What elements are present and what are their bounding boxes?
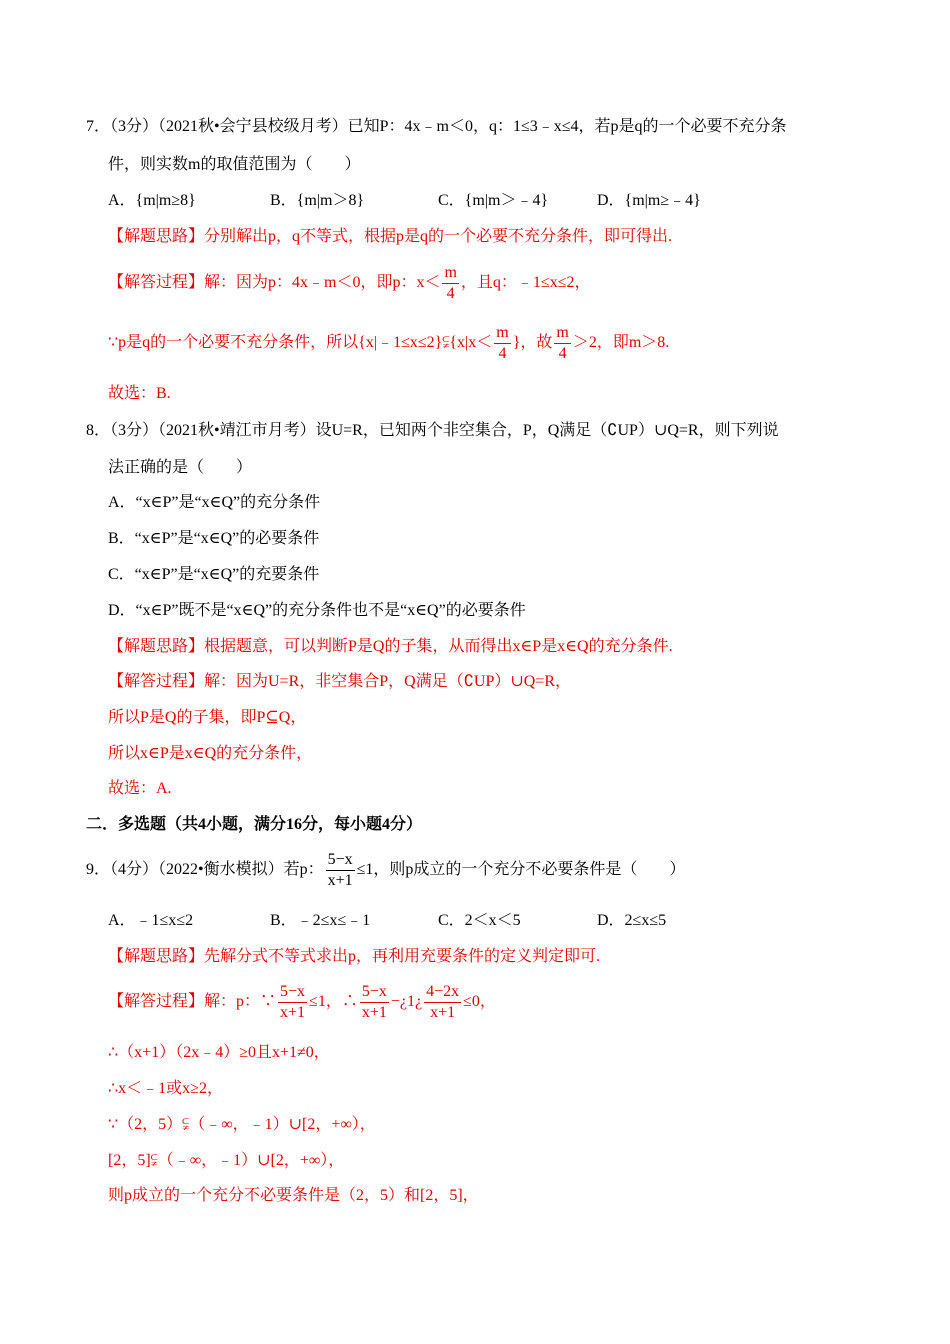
q7-option-a: A．{m|m≥8}	[108, 192, 196, 209]
q8-option-b: B．“x∈P”是“x∈Q”的必要条件	[108, 530, 320, 547]
q7-process-text-a: 【解答过程】解：因为p：4x﹣m＜0，即p：x＜	[108, 274, 441, 291]
fraction-denominator: x+1	[327, 871, 353, 889]
q8-option-d: D．“x∈P”既不是“x∈Q”的充分条件也不是“x∈Q”的必要条件	[108, 602, 526, 619]
q9-stem-text-b: ≤1，则p成立的一个充分不必要条件是（ ）	[356, 861, 686, 878]
q7-option-c: C．{m|m＞﹣4}	[438, 192, 549, 209]
fraction-denominator: 4	[446, 284, 455, 302]
q8-stem-line2: 法正确的是（ ）	[108, 459, 253, 476]
q7-process-text-b: ，且q：﹣1≤x≤2，	[460, 274, 591, 291]
fraction-denominator: 4	[558, 344, 567, 362]
q9-solution-idea: 【解题思路】先解分式不等式求出p，再利用充要条件的定义判定即可.	[108, 948, 601, 965]
q7-stem-line1: 7．（3分）（2021秋•会宁县校级月考）已知P：4x﹣m＜0，q：1≤3﹣x≤4，若p是q的一个必要不充分条	[86, 118, 787, 135]
q9-process-text-b: ≤1，∴	[309, 993, 358, 1010]
q9-process-text-d: ≤0，	[463, 993, 496, 1010]
q9-fraction-5-minus-x-over-x-plus-1	[360, 982, 389, 1023]
q7-reason-text-c: ＞2，即m＞8.	[572, 334, 670, 351]
q7-reason-text-b: }，故	[512, 334, 553, 351]
fraction-numerator: m	[494, 323, 510, 344]
q8-stem-line1: 8．（3分）（2021秋•靖江市月考）设U=R，已知两个非空集合，P，Q满足（∁UP）∪Q=R，则下列说	[86, 422, 779, 439]
fraction-numerator: 5−x	[360, 982, 389, 1003]
q9-process-text-a: 【解答过程】解：p：∵	[108, 993, 277, 1010]
q9-fraction-5-minus-x-over-x-plus-1	[278, 982, 307, 1023]
q7-solution-process	[108, 262, 590, 304]
q9-step-1: ∴（x+1）（2x﹣4）≥0且x+1≠0，	[108, 1044, 330, 1061]
fraction-denominator: 4	[498, 344, 507, 362]
q7-solution-reasoning	[108, 322, 669, 364]
q9-step-2: ∴x＜﹣1或x≥2，	[108, 1080, 223, 1097]
q7-fraction-m-over-4	[442, 263, 458, 304]
q7-option-b: B．{m|m＞8}	[270, 192, 365, 209]
fraction-numerator: m	[554, 323, 570, 344]
q7-stem-line2: 件，则实数m的取值范围为（ ）	[108, 156, 361, 173]
q8-step-2: 所以x∈P是x∈Q的充分条件，	[108, 745, 313, 762]
q7-solution-idea: 【解题思路】分别解出p，q不等式，根据p是q的一个必要不充分条件，即可得出.	[108, 228, 673, 245]
fraction-numerator: m	[442, 263, 458, 284]
fraction-numerator: 5−x	[326, 850, 355, 871]
section-heading: 二．多选题（共4小题，满分16分，每小题4分）	[86, 816, 423, 833]
q9-option-d: D．2≤x≤5	[597, 912, 667, 929]
q9-option-b: B．﹣2≤x≤﹣1	[270, 912, 371, 929]
q9-step-3: ∵（2，5）⫋（﹣∞，﹣1）∪[2，+∞），	[108, 1116, 376, 1133]
fraction-denominator: x+1	[430, 1003, 456, 1021]
q7-fraction-m-over-4	[554, 323, 570, 364]
fraction-numerator: 5−x	[278, 982, 307, 1003]
q9-fraction-4-minus-2x-over-x-plus-1	[424, 982, 461, 1023]
fraction-denominator: x+1	[361, 1003, 387, 1021]
q9-stem	[86, 849, 685, 891]
q9-step-5: 则p成立的一个充分不必要条件是（2，5）和[2，5]，	[108, 1187, 479, 1204]
q9-stem-text-a: 9．（4分）（2022•衡水模拟）若p：	[86, 861, 324, 878]
q9-step-4: [2，5]⫋（﹣∞，﹣1）∪[2，+∞），	[108, 1152, 345, 1169]
q8-answer: 故选：A.	[108, 780, 172, 797]
q8-option-a: A．“x∈P”是“x∈Q”的充分条件	[108, 494, 321, 511]
q7-fraction-m-over-4	[494, 323, 510, 364]
q9-solution-process	[108, 981, 496, 1023]
q8-option-c: C．“x∈P”是“x∈Q”的充要条件	[108, 566, 320, 583]
q8-step-1: 所以P是Q的子集，即P⊆Q，	[108, 709, 307, 726]
q8-solution-process: 【解答过程】解：因为U=R，非空集合P，Q满足（∁UP）∪Q=R，	[108, 673, 571, 690]
q9-process-text-c: −¿1¿	[390, 993, 423, 1010]
q8-solution-idea: 【解题思路】根据题意，可以判断P是Q的子集，从而得出x∈P是x∈Q的充分条件.	[108, 638, 673, 655]
fraction-denominator: x+1	[280, 1003, 306, 1021]
q9-fraction-5-minus-x-over-x-plus-1	[326, 850, 355, 891]
q7-option-d: D．{m|m≥﹣4}	[597, 192, 701, 209]
q7-answer: 故选：B.	[108, 385, 171, 402]
q9-option-a: A．﹣1≤x≤2	[108, 912, 194, 929]
q9-option-c: C．2＜x＜5	[438, 912, 521, 929]
q7-reason-text-a: ∵p是q的一个必要不充分条件，所以{x|﹣1≤x≤2}⫋{x|x＜	[108, 334, 493, 351]
fraction-numerator: 4−2x	[424, 982, 461, 1003]
